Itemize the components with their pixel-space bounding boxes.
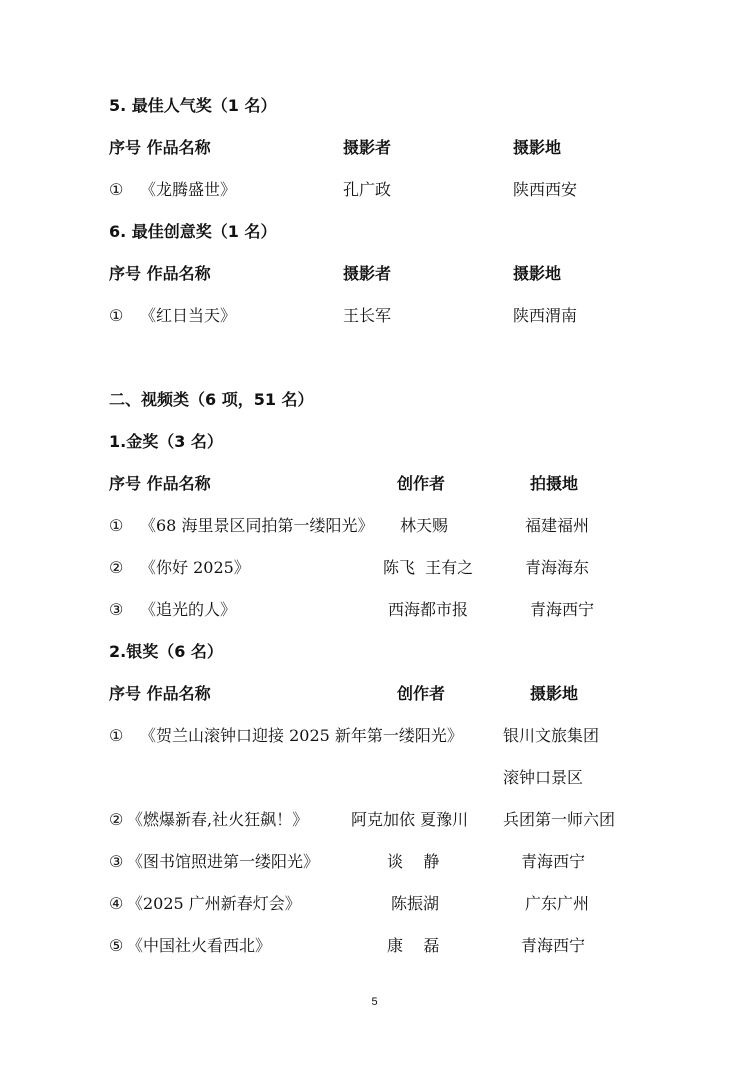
row-author: 孔广政: [343, 180, 392, 199]
column-header-author: 摄影者: [343, 264, 392, 283]
row-author-line-2: 滚钟口景区: [503, 768, 584, 787]
row-title: 《贺兰山滚钟口迎接 2025 新年第一缕阳光》: [140, 726, 463, 745]
row-place: 青海海东: [525, 558, 590, 577]
row-place: 广东广州: [525, 894, 590, 913]
page-number: 5: [371, 996, 378, 1008]
row-author: 林天赐: [400, 516, 449, 535]
row-index: ①: [109, 516, 124, 535]
row-author-line-1: 银川文旅集团: [503, 726, 600, 745]
row-author: 谈 静: [387, 852, 440, 871]
row-title: 《红日当天》: [140, 306, 237, 325]
row-title: 《追光的人》: [140, 600, 237, 619]
row-index: ①: [109, 726, 124, 745]
column-header-place: 拍摄地: [530, 474, 579, 493]
column-header-index-title: 序号 作品名称: [109, 474, 211, 493]
row-title: 《中国社火看西北》: [127, 936, 272, 955]
row-index: ④: [109, 894, 124, 913]
column-header-place: 摄影地: [513, 264, 562, 283]
section-heading-silver-award: 2.银奖（6 名）: [109, 642, 223, 661]
section-heading-gold-award: 1.金奖（3 名）: [109, 432, 223, 451]
row-title: 《龙腾盛世》: [140, 180, 237, 199]
row-title: 《你好 2025》: [140, 558, 250, 577]
column-header-index-title: 序号 作品名称: [109, 264, 211, 283]
row-author: 西海都市报: [388, 600, 469, 619]
row-title: 《图书馆照进第一缕阳光》: [127, 852, 320, 871]
row-author: 陈飞 王有之: [383, 558, 474, 577]
row-place: 陕西西安: [513, 180, 578, 199]
row-place: 青海西宁: [521, 852, 586, 871]
column-header-author: 创作者: [397, 684, 446, 703]
column-header-index-title: 序号 作品名称: [109, 684, 211, 703]
row-index: ②: [109, 558, 124, 577]
row-author: 阿克加依 夏豫川: [351, 810, 469, 829]
section-heading-popularity-award: 5. 最佳人气奖（1 名）: [109, 96, 277, 115]
row-author: 康 磊: [387, 936, 440, 955]
row-index: ③: [109, 600, 124, 619]
row-place: 青海西宁: [530, 600, 595, 619]
row-place: 福建福州: [525, 516, 590, 535]
row-index: ②: [109, 810, 124, 829]
row-title: 《燃爆新春,社火狂飙！》: [127, 810, 309, 829]
row-title: 《2025 广州新春灯会》: [127, 894, 301, 913]
row-index: ⑤: [109, 936, 124, 955]
row-place: 兵团第一师六团: [503, 810, 616, 829]
row-place: 青海西宁: [521, 936, 586, 955]
row-index: ①: [109, 180, 124, 199]
column-header-place: 摄影地: [513, 138, 562, 157]
column-header-author: 创作者: [397, 474, 446, 493]
column-header-author: 摄影者: [343, 138, 392, 157]
column-header-index-title: 序号 作品名称: [109, 138, 211, 157]
row-index: ③: [109, 852, 124, 871]
row-author: 陈振湖: [391, 894, 440, 913]
row-index: ①: [109, 306, 124, 325]
column-header-place: 摄影地: [530, 684, 579, 703]
section-heading-creative-award: 6. 最佳创意奖（1 名）: [109, 222, 277, 241]
row-author: 王长军: [343, 306, 392, 325]
category-heading-video: 二、视频类（6 项，51 名）: [109, 390, 314, 409]
row-place: 陕西渭南: [513, 306, 578, 325]
row-title: 《68 海里景区同拍第一缕阳光》: [140, 516, 374, 535]
